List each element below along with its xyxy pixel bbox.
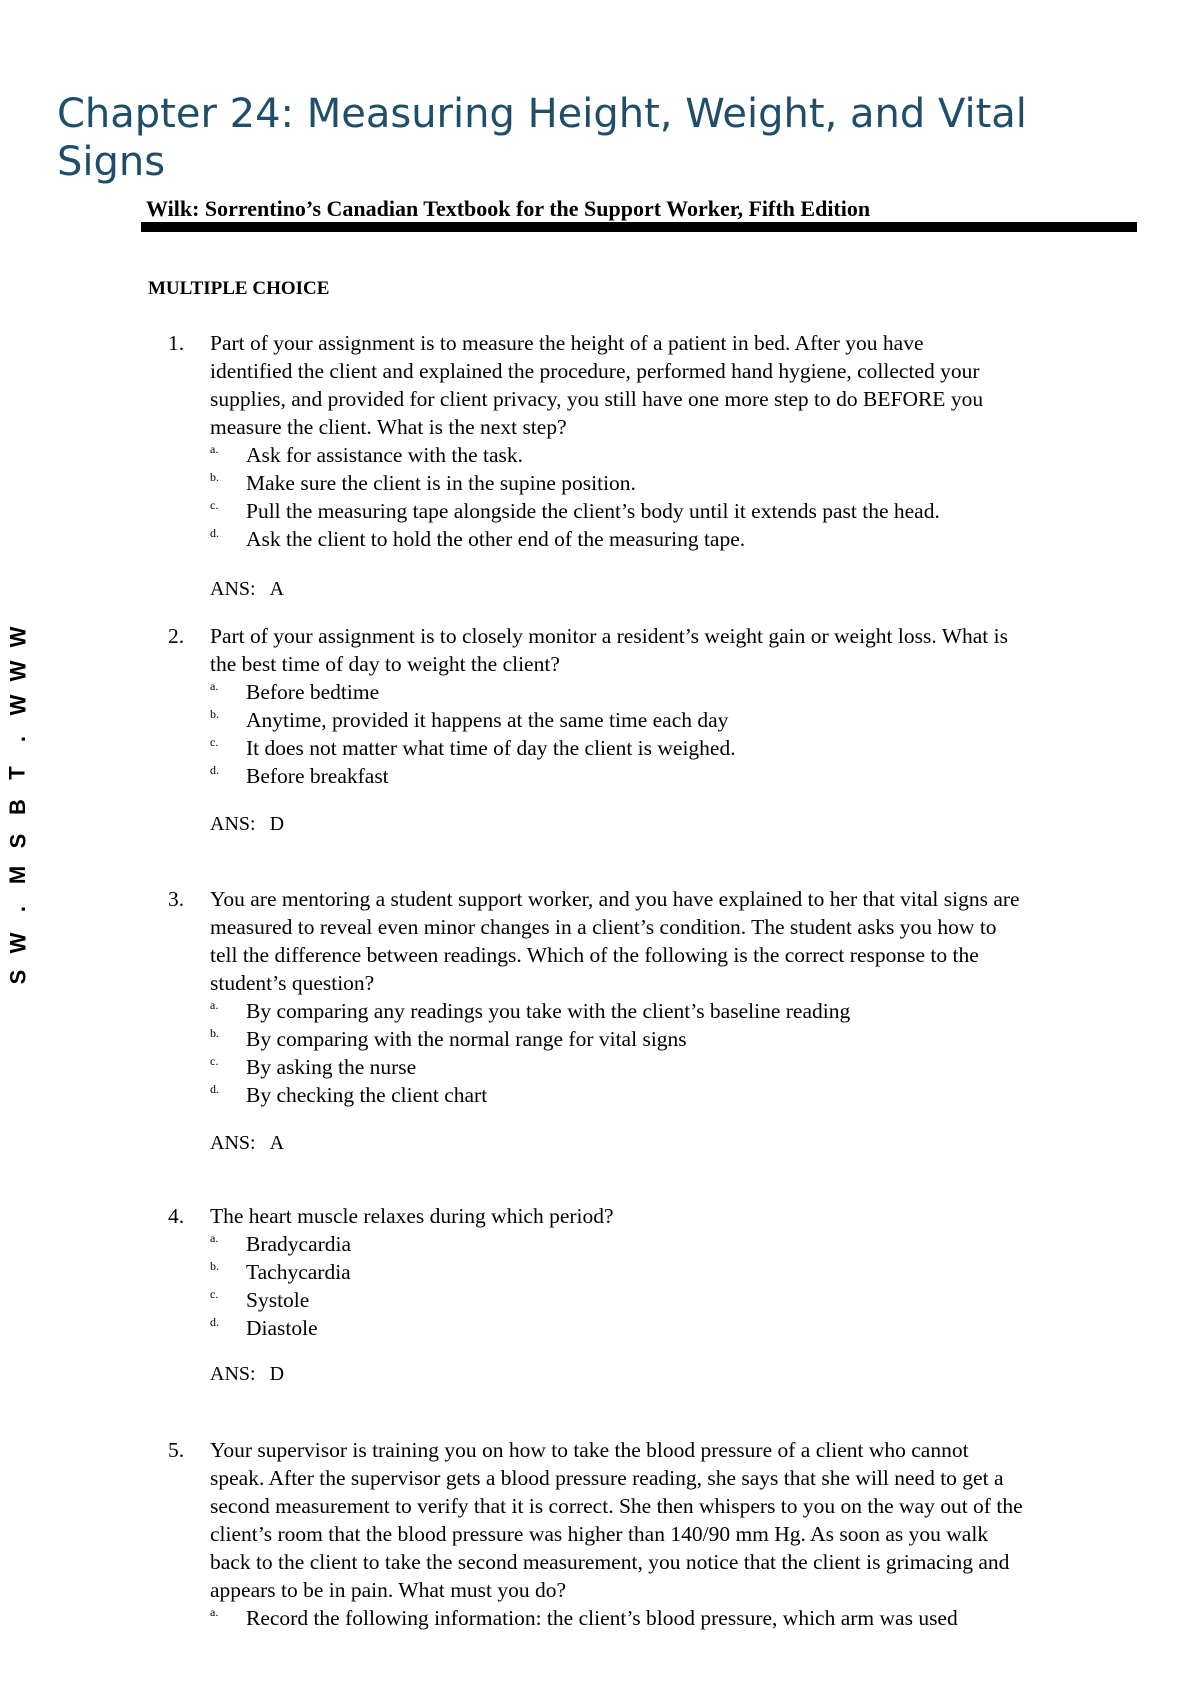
question-line: Part of your assignment is to measure the height of a patient in bed. After you have — [210, 331, 924, 355]
answer-option — [0, 469, 1200, 497]
question-text — [210, 1436, 1140, 1604]
option-letter: b. — [210, 1259, 219, 1273]
question-line: The heart muscle relaxes during which period? — [210, 1204, 614, 1228]
answer-option — [0, 1604, 1200, 1632]
watermark-char: . — [5, 735, 30, 743]
question-text — [210, 885, 1140, 997]
question-line: tell the difference between readings. Which of the following is the correct response to the — [210, 943, 979, 967]
question-line: back to the client to take the second measurement, you notice that the client is grimacing and — [210, 1550, 1010, 1574]
answer-option — [0, 706, 1200, 734]
question-line: appears to be in pain. What must you do? — [210, 1578, 567, 1602]
option-text: Anytime, provided it happens at the same time each day — [246, 708, 729, 732]
watermark-char: S — [5, 969, 30, 985]
option-letter: c. — [210, 1054, 219, 1068]
watermark-char: W — [4, 626, 30, 648]
option-text: Systole — [246, 1288, 310, 1312]
answer-option — [0, 1230, 1200, 1258]
answer-option — [0, 1258, 1200, 1286]
option-letter: b. — [210, 470, 219, 484]
answer-key — [210, 575, 284, 603]
header-rule — [141, 222, 1137, 232]
watermark-char: T — [4, 766, 30, 780]
answer-option — [0, 1081, 1200, 1109]
question-line: measured to reveal even minor changes in a client’s condition. The student asks you how to — [210, 915, 997, 939]
answer-option — [0, 497, 1200, 525]
question-line: identified the client and explained the procedure, performed hand hygiene, collected your — [210, 359, 980, 383]
question-line: second measurement to verify that it is correct. She then whispers to you on the way out of the — [210, 1494, 1023, 1518]
answer-option — [0, 1053, 1200, 1081]
watermark-char: W — [4, 660, 30, 682]
option-letter: d. — [210, 1315, 219, 1329]
option-letter: c. — [210, 1287, 219, 1301]
question-number: 2. — [168, 624, 185, 648]
section-heading: MULTIPLE CHOICE — [148, 278, 330, 299]
option-text: By checking the client chart — [246, 1083, 488, 1107]
question-number: 1. — [168, 331, 185, 355]
option-letter: d. — [210, 763, 219, 777]
answer-option — [0, 1314, 1200, 1342]
question-line: Part of your assignment is to closely monitor a resident’s weight gain or weight loss. What is — [210, 624, 1008, 648]
option-text: Make sure the client is in the supine position. — [246, 471, 636, 495]
option-text: By comparing any readings you take with the client’s baseline reading — [246, 999, 851, 1023]
answer-key — [210, 1360, 284, 1388]
watermark-char: W — [4, 694, 30, 716]
option-text: By asking the nurse — [246, 1055, 417, 1079]
watermark-char: W — [4, 932, 30, 954]
option-letter: a. — [210, 679, 219, 693]
option-text: Ask for assistance with the task. — [246, 443, 524, 467]
option-letter: a. — [210, 1605, 219, 1619]
option-text: Ask the client to hold the other end of the measuring tape. — [246, 527, 746, 551]
watermark-char: M — [4, 865, 30, 885]
question-line: Your supervisor is training you on how to take the blood pressure of a client who cannot — [210, 1438, 969, 1462]
option-text: Pull the measuring tape alongside the client’s body until it extends past the head. — [246, 499, 940, 523]
option-letter: a. — [210, 442, 219, 456]
page-title: Chapter 24: Measuring Height, Weight, and Vital Signs — [57, 91, 1027, 185]
question-number: 3. — [168, 887, 185, 911]
option-letter: c. — [210, 498, 219, 512]
option-letter: d. — [210, 1082, 219, 1096]
answer-option — [0, 1025, 1200, 1053]
watermark-char: B — [4, 799, 30, 815]
answer-label: ANS: — [210, 578, 256, 600]
answer-option — [0, 734, 1200, 762]
question-line: speak. After the supervisor gets a blood pressure reading, she says that she will need to get a — [210, 1466, 1004, 1490]
question-number: 5. — [168, 1438, 185, 1462]
side-watermark — [2, 620, 34, 990]
question-text — [210, 329, 1140, 441]
question-line: You are mentoring a student support worker, and you have explained to her that vital signs are — [210, 887, 1020, 911]
question-text — [210, 622, 1140, 678]
answer-value: A — [269, 578, 285, 600]
question-line: the best time of day to weight the client? — [210, 652, 560, 676]
option-letter: c. — [210, 735, 219, 749]
option-text: Record the following information: the client’s blood pressure, which arm was used — [246, 1606, 958, 1630]
option-letter: d. — [210, 526, 219, 540]
option-text: It does not matter what time of day the client is weighed. — [246, 736, 736, 760]
option-text: Bradycardia — [246, 1232, 352, 1256]
answer-label: ANS: — [210, 1363, 256, 1385]
answer-label: ANS: — [210, 813, 256, 835]
answer-option — [0, 997, 1200, 1025]
question-number: 4. — [168, 1204, 185, 1228]
option-letter: a. — [210, 998, 219, 1012]
answer-label: ANS: — [210, 1132, 256, 1154]
option-text: By comparing with the normal range for vital signs — [246, 1027, 687, 1051]
answer-option — [0, 525, 1200, 553]
watermark-char: S — [5, 833, 30, 849]
option-text: Diastole — [246, 1316, 318, 1340]
book-subtitle: Wilk: Sorrentino’s Canadian Textbook for the Support Worker, Fifth Edition — [146, 196, 871, 221]
option-letter: b. — [210, 1026, 219, 1040]
option-text: Before breakfast — [246, 764, 389, 788]
question-line: student’s question? — [210, 971, 375, 995]
question-text — [210, 1202, 1140, 1230]
watermark-char: . — [5, 905, 30, 913]
answer-value: D — [269, 813, 285, 835]
answer-option — [0, 1286, 1200, 1314]
answer-value: D — [269, 1363, 285, 1385]
answer-option — [0, 441, 1200, 469]
option-letter: b. — [210, 707, 219, 721]
answer-value: A — [269, 1132, 285, 1154]
option-text: Tachycardia — [246, 1260, 351, 1284]
question-line: supplies, and provided for client privacy, you still have one more step to do BEFORE you — [210, 387, 984, 411]
question-line: measure the client. What is the next step? — [210, 415, 567, 439]
answer-key — [210, 810, 284, 838]
option-text: Before bedtime — [246, 680, 380, 704]
option-letter: a. — [210, 1231, 219, 1245]
question-line: client’s room that the blood pressure was higher than 140/90 mm Hg. As soon as you walk — [210, 1522, 989, 1546]
answer-option — [0, 762, 1200, 790]
answer-key — [210, 1129, 284, 1157]
answer-option — [0, 678, 1200, 706]
